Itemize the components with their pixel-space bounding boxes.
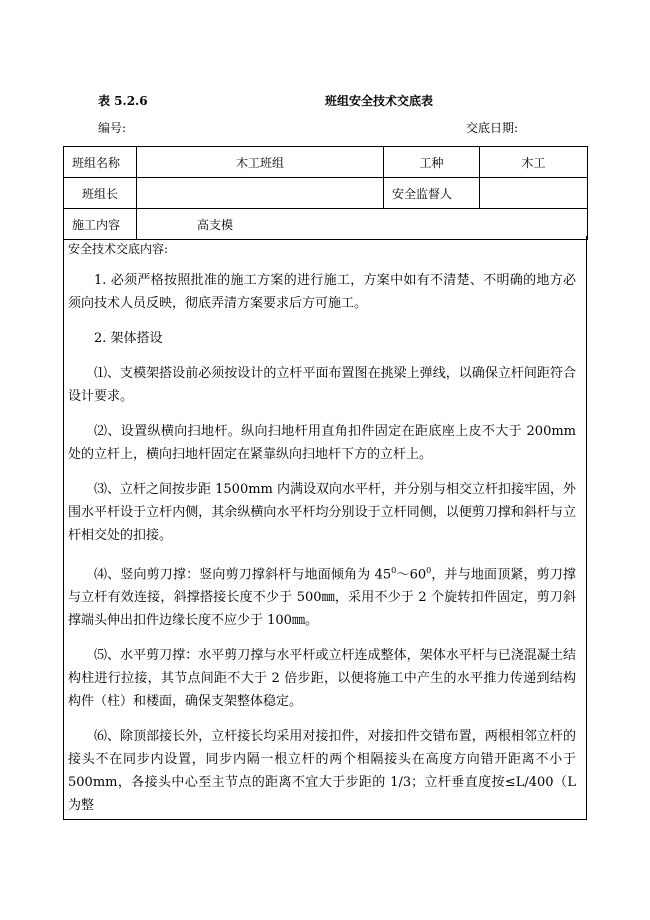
paragraph: 1. 必须严格按照批准的施工方案的进行施工，方案中如有不清楚、不明确的地方必须向技术人员反映，彻底弄清方案要求后方可施工。: [68, 273, 576, 311]
table-row: [64, 178, 588, 209]
work-content-value: 高支模: [137, 209, 588, 240]
form-number: 表 5.2.6: [98, 94, 148, 108]
text-run: ⑷、竖向剪刀撑：竖向剪刀撑斜杆与地面倾角为 45: [94, 567, 392, 583]
text-run: ，并与地面顶紧，剪刀撑与立杆有效连接，斜撑搭接长度不少于 500㎜，采用不少于 2 个旋转扣件固定，剪刀斜撑端头伸出扣件边缘长度不应少于 100㎜。: [68, 567, 576, 629]
trade-value: 木工: [480, 147, 588, 178]
work-content-label: 施工内容: [64, 209, 137, 240]
text-run: ～60: [396, 567, 427, 583]
team-name-label: 班组名称: [64, 147, 137, 178]
content-heading: 安全技术交底内容:: [68, 242, 169, 256]
paragraph: [68, 559, 576, 632]
table-row: [64, 147, 588, 178]
degree-superscript: 0: [426, 566, 432, 575]
team-leader-value: [137, 178, 384, 209]
info-table: [63, 146, 588, 240]
paragraph: ⑹、除顶部接长外，立杆接长均采用对接扣件，对接扣件交错布置，两根相邻立杆的接头不在同步内设置，同步内隔一根立杆的两个相隔接头在高度方向错开距离不小于 500mm，各接头中心至主节点的距离不宜大于步距的 1/3；立杆垂直度按≤L/400（L 为整: [68, 729, 576, 814]
team-leader-label: 班组长: [64, 178, 137, 209]
trade-label: 工种: [384, 147, 480, 178]
paragraph: ⑴、支模架搭设前必须按设计的立杆平面布置图在挑梁上弹线，以确保立杆间距符合设计要求。: [68, 366, 576, 404]
degree-superscript: 0: [391, 566, 397, 575]
paragraph: ⑸、水平剪刀撑：水平剪刀撑与水平杆或立杆连成整体，架体水平杆与已浇混凝土结构柱进行拉接，其节点间距不大于 2 倍步距，以便将施工中产生的水平推力传递到结构构件（柱）和楼面，确保支架整体稳定。: [68, 648, 576, 710]
paragraph: ⑵、设置纵横向扫地杆。纵向扫地杆用直角扣件固定在距底座上皮不大于 200mm 处的立杆上，横向扫地杆固定在紧靠纵向扫地杆下方的立杆上。: [68, 424, 576, 462]
section-heading: 2. 架体搭设: [94, 331, 163, 346]
date-label: 交底日期:: [466, 121, 519, 135]
paragraph: ⑶、立杆之间按步距 1500mm 内满设双向水平杆，并分别与相交立杆扣接牢固，外围水平杆设于立杆内侧，其余纵横向水平杆均分别设于立杆同侧，以便剪刀撑和斜杆与立杆相交处的扣接。: [68, 482, 577, 543]
table-row: [64, 209, 588, 240]
safety-supervisor-label: 安全监督人: [384, 178, 480, 209]
disclosure-content: [63, 236, 587, 820]
serial-number-label: 编号:: [98, 121, 127, 135]
safety-supervisor-value: [480, 178, 588, 209]
form-title: 班组安全技术交底表: [325, 94, 434, 108]
team-name-value: 木工班组: [137, 147, 384, 178]
